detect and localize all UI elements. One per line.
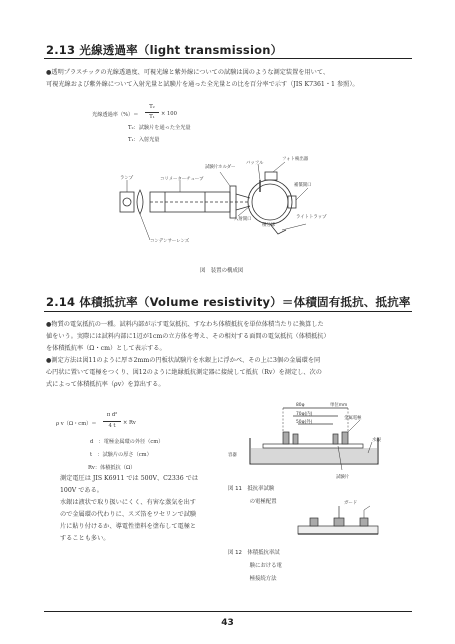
label-specimen-holder: 試験片ホルダー — [205, 165, 236, 170]
paragraph-line: ●測定方法は図11のように厚さ2mmの円板状試験片を水銀上に浮かべ、その上に3個の金属環を同 — [46, 357, 321, 364]
label-lamp: ランプ — [120, 176, 134, 181]
definition-d: d ：電極金属環の外径（cm） — [90, 439, 164, 445]
label-integrating-sphere: 積分球 — [262, 223, 276, 228]
label-container: 容器 — [228, 453, 237, 458]
lamp-bulb — [123, 198, 131, 206]
label-light-trap: ライトトラップ — [296, 215, 327, 220]
condenser-lens — [137, 190, 143, 214]
section-title-volume-resistivity: 2.14 体積抵抗率（Volume resistivity）＝体積固有抵抗、抵抗率 — [46, 295, 411, 309]
body-line: することも多い。 — [60, 535, 110, 542]
formula-rhs: × 100 — [161, 111, 177, 117]
paragraph-line: ●透明プラスチックの光線透過度、可視光線と紫外線についての試験は図のような測定装置を用いて、 — [46, 69, 330, 76]
paragraph-line: 可視光線および紫外線について入射光量と試験片を通った全光量との比を百分率で示す（JIS K7361・1 参照）。 — [46, 81, 359, 88]
paragraph-line: ●物質の電気抵抗の一種。試料内部が示す電気抵抗、すなわち体積抵抗を単位体積当たりに換算した — [46, 321, 324, 328]
section-divider — [44, 58, 412, 59]
electrode-ring — [342, 432, 348, 444]
guard-electrode — [360, 518, 368, 526]
definition-t2: T₂：試験片を通った全光量 — [128, 125, 191, 131]
page-number: 43 — [221, 618, 234, 628]
label-dim-50: 50φ(外) — [296, 420, 313, 425]
specimen — [298, 526, 378, 534]
guard-electrode — [310, 518, 318, 526]
definition-rv: Rv：体積抵抗（Ω） — [88, 465, 136, 471]
label-compensation-port: 補償開口 — [294, 183, 312, 188]
figure-11-caption: の電極配置 — [228, 499, 277, 505]
formula-lhs: ρ v（Ω・cm）＝ — [56, 421, 97, 427]
label-dim-80: 80φ — [296, 403, 305, 408]
paragraph-line: 値をいう。実際には試料内部に1辺が1cmの立方体を考え、その相対する面間の電気抵抗（体積抵抗） — [46, 333, 330, 340]
label-unit: 単位mm — [330, 403, 348, 408]
footer-divider — [44, 611, 412, 612]
section-title-light-transmission: 2.13 光線透過率（light transmission） — [46, 43, 283, 57]
photodetector — [265, 172, 277, 180]
formula-denominator: T₁ — [149, 114, 155, 120]
figure-12-caption: 極接続方法 — [228, 576, 277, 582]
label-entrance-port: 入射開口 — [234, 217, 252, 222]
body-line: 100V である。 — [60, 487, 103, 494]
main-electrode — [334, 518, 344, 526]
label-photodetector: フォト検出器 — [282, 157, 309, 162]
formula-numerator: T₂ — [149, 104, 155, 110]
label-baffle: バッフル — [246, 161, 264, 166]
paragraph-line: 式によって体積抵抗率（ρv）を算出する。 — [46, 381, 165, 388]
electrode-ring — [283, 432, 289, 444]
label-collimator: コリメーターチューブ — [160, 177, 204, 182]
figure-11-caption: 図 11 抵抗率試験 — [228, 486, 275, 492]
definition-t1: T₁：入射光量 — [128, 137, 160, 143]
figure-12-caption: 図 12 体積抵抗率試 — [228, 550, 280, 556]
lamp-housing — [120, 192, 134, 212]
mercury — [251, 448, 377, 463]
body-line: 水銀は液状で取り扱いにくく、有害な蒸気を出す — [60, 499, 196, 506]
electrode-ring — [293, 434, 298, 444]
label-specimen: 試験片 — [336, 475, 350, 480]
formula-lhs: 光線透過率（%）＝ — [92, 112, 139, 118]
electrode-arrangement-diagram — [238, 398, 388, 480]
label-guard: ガード — [344, 501, 358, 506]
body-line: 測定電圧は JIS K6911 では 500V、C2336 では — [60, 475, 199, 482]
body-line: ので金属環の代わりに、スズ箔をワセリンで試験 — [60, 511, 197, 518]
label-mercury: 水銀 — [372, 438, 381, 443]
integrating-sphere — [248, 180, 292, 224]
label-metal-electrode: 金属電極 — [344, 416, 362, 421]
section-divider — [44, 311, 412, 312]
paragraph-line: 心円状に置いて電極をつくり、図12のように絶縁抵抗測定器に接続して抵抗（Rv）を測定し、次の — [46, 369, 322, 376]
fraction-bar — [145, 112, 159, 113]
formula-rhs: × Rv — [123, 420, 136, 426]
paragraph-line: を体積抵抗率（Ω・cm）として表示する。 — [46, 345, 166, 352]
fraction-bar — [103, 421, 121, 422]
electrode-ring — [333, 434, 338, 444]
definition-t: t ：試験片の厚さ（cm） — [90, 452, 152, 458]
formula-denominator: 4 t — [108, 423, 116, 429]
figure-12-caption: 験における電 — [228, 563, 282, 569]
figure-caption: 図 装置の構成図 — [200, 268, 244, 274]
label-condenser-lens: コンデンサーレンズ — [150, 239, 190, 244]
formula-numerator: π d² — [106, 412, 118, 418]
body-line: 片に貼り付けるか、導電性塗料を塗布して電極と — [60, 523, 197, 530]
specimen — [263, 444, 363, 448]
electrode-connection-diagram — [288, 500, 388, 550]
label-dim-70: 70φ(内) — [296, 412, 313, 417]
